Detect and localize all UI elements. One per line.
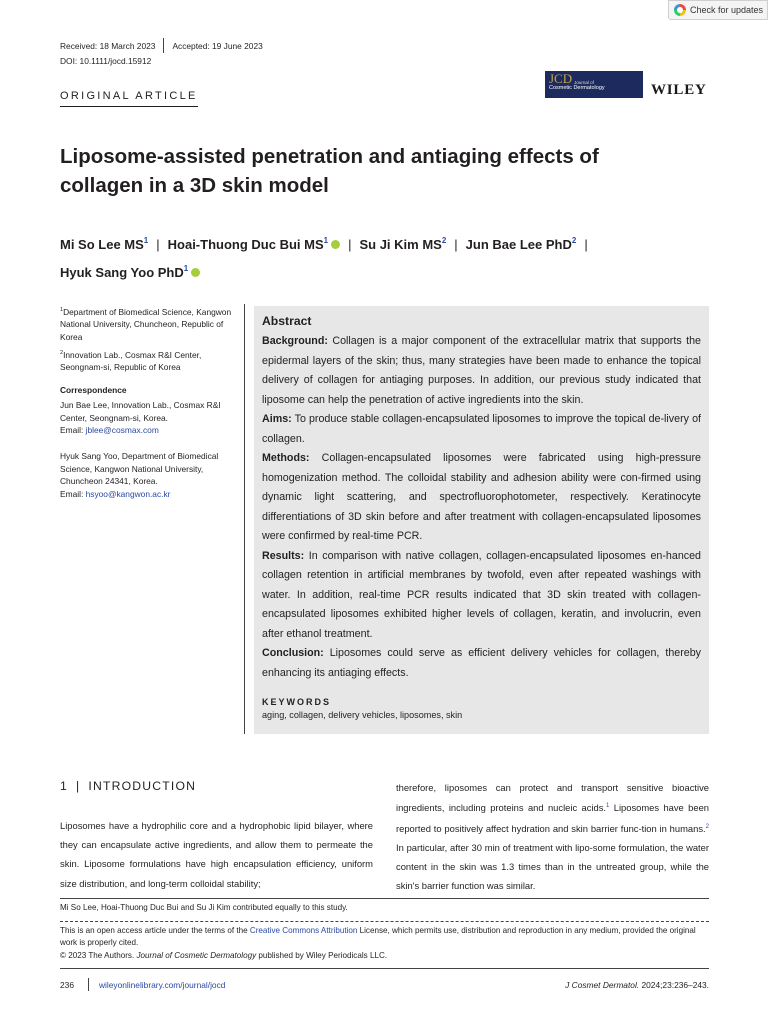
keywords-list: aging, collagen, delivery vehicles, liposomes, skin (262, 710, 463, 720)
affiliation-marker[interactable]: 1 (323, 236, 329, 245)
publisher-logo[interactable]: WILEY (651, 82, 707, 98)
author-separator: | (348, 237, 352, 252)
affiliation-1: $^1$Department of Biomedical Science, Kangwon National University, Chuncheon, Republic of Korea (60, 306, 232, 342)
reference-link[interactable]: 1 (606, 803, 610, 810)
affiliation-marker[interactable]: 1 (143, 236, 149, 245)
license-link[interactable]: Creative Commons Attribution (249, 926, 358, 935)
footnote-rule (60, 898, 709, 899)
email-link[interactable]: hsyoo@kangwon.ac.kr (85, 488, 171, 499)
crossmark-icon (674, 4, 686, 16)
abstract-heading: Abstract (262, 314, 312, 328)
section-heading-introduction: 1 | INTRODUCTION (60, 779, 197, 793)
page-number: 236 (60, 979, 74, 990)
orcid-icon[interactable] (331, 240, 340, 249)
column-divider (244, 304, 245, 734)
email-link[interactable]: jblee@cosmax.com (85, 425, 159, 436)
abstract-box (254, 306, 709, 734)
page-footer (60, 978, 709, 991)
author-separator: | (454, 237, 458, 252)
footer-divider (88, 978, 89, 991)
copyright-note: © 2023 The Authors. Journal of Cosmetic Dermatology published by Wiley Periodicals LLC. (60, 951, 388, 960)
abstract-background: Background: Collagen is a major component of the extracellular matrix that supports the epidermal layers of the skin; thus, many strategies have been made to enhance the topical delivery of collagen for antiaging purposes. In addition, our previous study indicated that liposome can help the penetration of active ingredients into the skin. (262, 335, 701, 406)
date-divider (163, 38, 164, 53)
correspondence-1: Jun Bae Lee, Innovation Lab., Cosmax R&I Center, Seongnam-si, Korea. Email: jblee@cosmax.com (60, 400, 221, 436)
check-for-updates-label: Check for updates (690, 5, 764, 15)
journal-logo[interactable] (545, 71, 643, 98)
author-name[interactable]: Jun Bae Lee PhD (465, 237, 572, 252)
journal-logo-name: Cosmetic Dermatology (549, 85, 605, 91)
author-name[interactable]: Hoai-Thuong Duc Bui MS (167, 237, 324, 252)
check-for-updates-button[interactable] (668, 0, 768, 20)
abstract-methods: Methods: Collagen-encapsulated liposomes were fabricated using high-pressure homogenization method. The colloidal stability and adhesion ability were con-firmed using dynamic light scattering, and spectrofluorophotometer, respectively. Keratinocyte differentiations of 3D skin before and after treatment with collagen-encapsulated liposomes were confirmed by real-time PCR. (262, 452, 701, 542)
author-separator: | (156, 237, 160, 252)
journal-logo-abbr: JCD (549, 71, 573, 86)
affiliations-column (60, 304, 240, 503)
author-name[interactable]: Hyuk Sang Yoo PhD (60, 265, 184, 280)
correspondence-heading: Correspondence (60, 384, 127, 395)
affiliation-marker[interactable]: 2 (441, 236, 447, 245)
equal-contribution-note: Mi So Lee, Hoai-Thuong Duc Bui and Su Ji Kim contributed equally to this study. (60, 903, 348, 912)
footnote-dashed-rule (60, 921, 709, 922)
affiliation-2: $^2$Innovation Lab., Cosmax R&I Center, Seongnam-si, Republic of Korea (60, 349, 202, 372)
author-list (60, 229, 720, 285)
article-title: Liposome-assisted penetration and antiaging effects of collagen in a 3D skin model (60, 145, 599, 197)
keywords-heading: KEYWORDS (262, 697, 332, 707)
citation: J Cosmet Dermatol. 2024;23:236–243. (565, 979, 709, 990)
introduction-right-column: therefore, liposomes can protect and transport sensitive bioactive ingredients, including proteins and nucleic acids.$^1$ Liposomes have been reported to positively affect hydration and skin barrier func-tion in humans.$^2$ In particular, after 30 min of treatment with lipo-some formulation, the water content in the skin was 1.3 times than in the untreated group, while the skin's barrier function was similar. (396, 782, 709, 892)
affiliation-marker[interactable]: 2 (571, 236, 577, 245)
journal-url-link[interactable]: wileyonlinelibrary.com/journal/jocd (98, 979, 226, 990)
abstract-aims: Aims: To produce stable collagen-encapsulated liposomes to improve the topical de-livery of collagen. (262, 413, 701, 445)
author-name[interactable]: Mi So Lee MS (60, 237, 144, 252)
reference-link[interactable]: 2 (705, 823, 709, 830)
footer-rule (60, 968, 709, 969)
article-dates (60, 38, 263, 53)
accepted-date: Accepted: 19 June 2023 (172, 40, 263, 51)
author-separator: | (584, 237, 588, 252)
journal-logo-small: Journal of (574, 80, 594, 85)
affiliation-marker[interactable]: 1 (183, 264, 189, 273)
author-name[interactable]: Su Ji Kim MS (359, 237, 442, 252)
correspondence-2: Hyuk Sang Yoo, Department of Biomedical Science, Kangwon National University, Chuncheon 24341, Korea. Email: hsyoo@kangwon.ac.kr (60, 450, 219, 499)
license-note: This is an open access article under the terms of the Creative Commons Attribution License, which permits use, distribution and reproduction in any medium, provided the original work is properly cited. (60, 926, 696, 947)
abstract-conclusion: Conclusion: Liposomes could serve as efficient delivery vehicles for collagen, thereby enhancing its antiaging effects. (262, 647, 701, 679)
received-date: Received: 18 March 2023 (60, 40, 156, 51)
doi[interactable]: DOI: 10.1111/jocd.15912 (60, 56, 152, 66)
abstract-results: Results: In comparison with native collagen, collagen-encapsulated liposomes en-hanced collagen retention in artificial membranes by twofold, even after repeated washings with water. In addition, real-time PCR results indicated that 3D skin treated with collagen-encapsulated liposomes exhibited higher levels of collagen, keratin, and involucrin, even after ethanol treatment. (262, 549, 701, 640)
article-type: ORIGINAL ARTICLE (60, 90, 198, 107)
introduction-left-column: Liposomes have a hydrophilic core and a hydrophobic lipid bilayer, where they can encapsulate active ingredients, and allow them to permeate the skin. Liposome formulations have high encapsulation efficiency, uniform size distribution, and long-term colloidal stability; (60, 820, 373, 889)
orcid-icon[interactable] (191, 268, 200, 277)
